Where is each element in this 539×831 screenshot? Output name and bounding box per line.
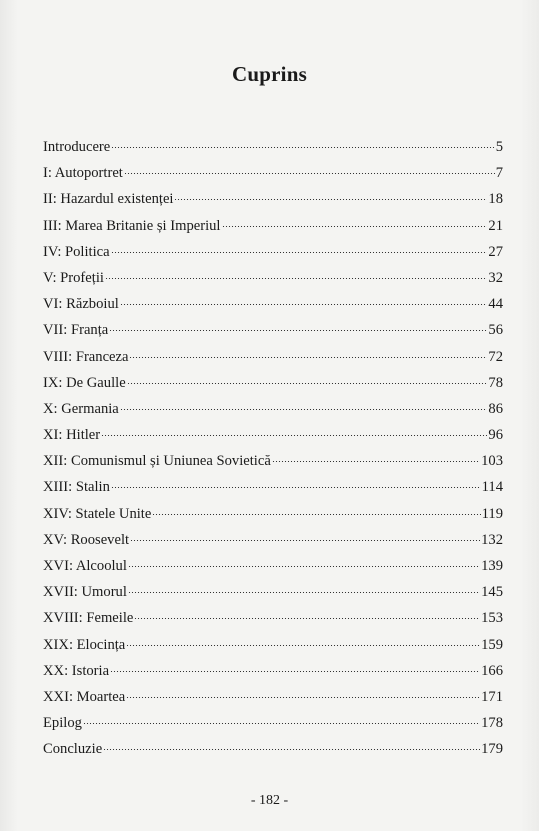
toc-entry-label: Concluzie	[43, 741, 103, 758]
toc-entry	[43, 239, 503, 265]
toc-entry-label: VIII: Franceza	[43, 348, 129, 365]
toc-entry-page-number: 119	[481, 505, 503, 522]
toc-entry-page-number: 178	[481, 715, 503, 732]
toc-entry-label: II: Hazardul existenței	[43, 191, 174, 208]
toc-entry	[43, 605, 503, 631]
dot-leader	[130, 540, 480, 541]
toc-entry	[43, 213, 503, 239]
dot-leader	[129, 357, 487, 358]
toc-entry-page-number: 72	[488, 348, 503, 365]
toc-entry-label: VII: Franța	[43, 322, 109, 339]
toc-entry-label: XVII: Umorul	[43, 584, 127, 601]
toc-entry	[43, 501, 503, 527]
toc-entry-label: XV: Roosevelt	[43, 531, 130, 548]
toc-entry-label: XIII: Stalin	[43, 479, 110, 496]
toc-entry	[43, 317, 503, 343]
dot-leader	[120, 304, 488, 305]
toc-entry	[43, 710, 503, 736]
toc-entry-page-number: 132	[481, 531, 503, 548]
dot-leader	[83, 723, 480, 724]
toc-entry-label: IX: De Gaulle	[43, 374, 126, 391]
toc-entry-page-number: 32	[488, 269, 503, 286]
toc-entry	[43, 448, 503, 474]
toc-entry-page-number: 21	[488, 217, 503, 234]
dot-leader	[111, 147, 494, 148]
toc-entry-page-number: 18	[488, 191, 503, 208]
toc-entry-label: XIV: Statele Unite	[43, 505, 152, 522]
toc-entry-page-number: 114	[481, 479, 503, 496]
dot-leader	[222, 226, 488, 227]
page-title: Cuprins	[232, 62, 307, 86]
toc-entry	[43, 474, 503, 500]
toc-entry-page-number: 103	[481, 453, 503, 470]
toc-entry-page-number: 139	[481, 558, 503, 574]
toc-entry	[43, 186, 503, 212]
toc-entry-page-number: 56	[488, 322, 503, 339]
toc-entry-page-number: 5	[495, 139, 503, 155]
toc-entry	[43, 736, 503, 762]
dot-leader	[124, 173, 495, 174]
page-number-footer: - 182 -	[250, 793, 289, 808]
toc-entry-label: V: Profeții	[43, 269, 104, 286]
toc-entry-label: IV: Politica	[43, 243, 110, 260]
toc-entry-label: I: Autoportret	[43, 165, 123, 182]
toc-entry-label: Introducere	[43, 139, 111, 155]
dot-leader	[128, 566, 480, 567]
toc-entry-page-number: 7	[495, 165, 503, 182]
dot-leader	[134, 618, 480, 619]
dot-leader	[272, 461, 480, 462]
toc-entry	[43, 344, 503, 370]
toc-entry	[43, 553, 503, 579]
toc-entry-page-number: 44	[488, 296, 503, 313]
toc-entry-page-number: 96	[488, 427, 503, 444]
toc-entry	[43, 265, 503, 291]
dot-leader	[103, 749, 480, 750]
dot-leader	[126, 645, 480, 646]
toc-entry	[43, 527, 503, 553]
toc-entry-label: XVIII: Femeile	[43, 610, 134, 627]
dot-leader	[105, 278, 487, 279]
toc-entry	[43, 684, 503, 710]
toc-entry-page-number: 27	[488, 243, 503, 260]
toc-entry	[43, 291, 503, 317]
toc-entry	[43, 658, 503, 684]
toc-entry-label: XXI: Moartea	[43, 688, 126, 705]
toc-entry-label: XVI: Alcoolul	[43, 558, 127, 574]
dot-leader	[109, 330, 487, 331]
toc-entry	[43, 160, 503, 186]
toc-entry-label: XI: Hitler	[43, 427, 101, 444]
dot-leader	[152, 514, 480, 515]
toc-entry-label: XIX: Elocința	[43, 636, 126, 653]
dot-leader	[111, 252, 488, 253]
toc-entry-page-number: 171	[481, 688, 503, 705]
dot-leader	[174, 199, 487, 200]
dot-leader	[127, 383, 488, 384]
toc-entry-page-number: 145	[481, 584, 503, 601]
toc-entry-page-number: 166	[481, 662, 503, 679]
toc-entry	[43, 422, 503, 448]
toc-entry-label: XII: Comunismul și Uniunea Sovietică	[43, 453, 271, 470]
dot-leader	[101, 435, 487, 436]
toc-entry-label: XX: Istoria	[43, 662, 110, 679]
toc-entry	[43, 579, 503, 605]
toc-entry-label: III: Marea Britanie și Imperiul	[43, 217, 221, 234]
toc-entry	[43, 370, 503, 396]
dot-leader	[110, 671, 480, 672]
dot-leader	[120, 409, 488, 410]
toc-entry-label: X: Germania	[43, 400, 119, 417]
toc-entry-page-number: 159	[481, 636, 503, 653]
toc-entry	[43, 396, 503, 422]
dot-leader	[111, 487, 481, 488]
toc-entry-label: Epilog	[43, 715, 82, 732]
dot-leader	[126, 697, 480, 698]
toc-entry-page-number: 86	[488, 400, 503, 417]
toc-entry	[43, 134, 503, 160]
dot-leader	[128, 592, 480, 593]
toc-entry-page-number: 179	[481, 741, 503, 758]
toc-entry	[43, 632, 503, 658]
table-of-contents	[43, 134, 503, 763]
toc-entry-page-number: 78	[488, 374, 503, 391]
toc-entry-page-number: 153	[481, 610, 503, 627]
toc-entry-label: VI: Războiul	[43, 296, 119, 313]
